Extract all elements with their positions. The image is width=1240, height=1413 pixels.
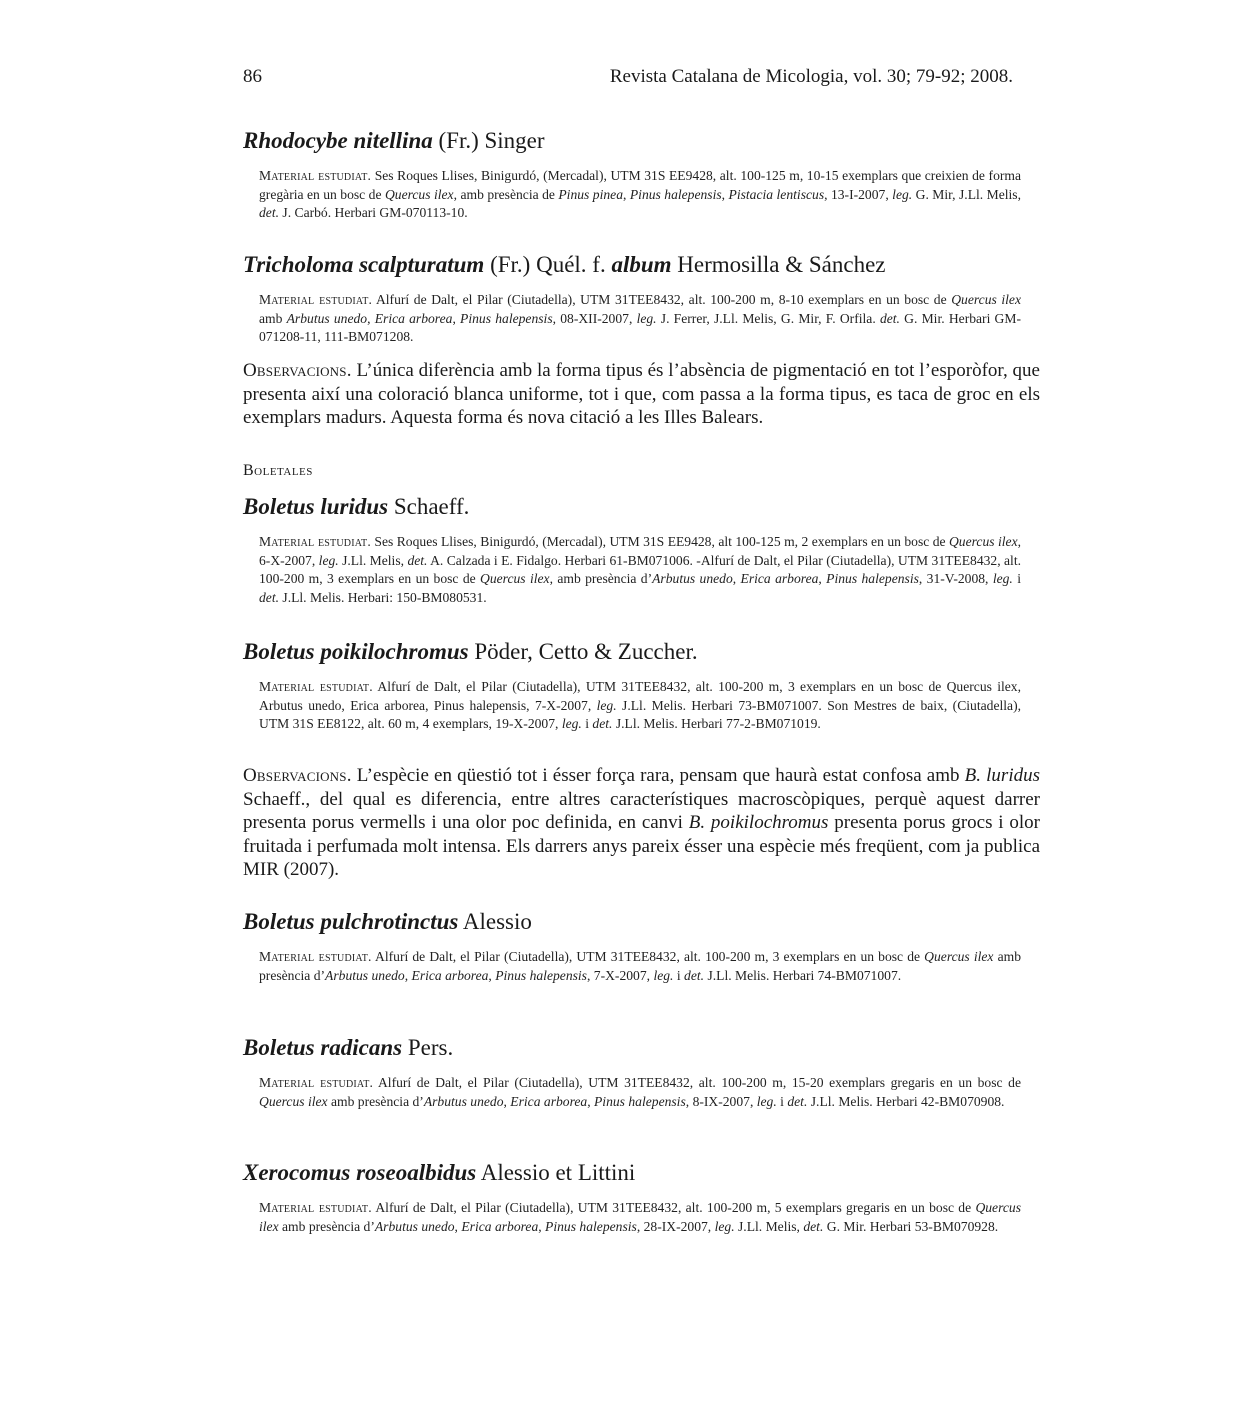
text-run: J.Ll. Melis. Herbari 74-BM071007.	[704, 967, 902, 983]
italic-run: leg.	[596, 697, 617, 713]
species-author: Pöder, Cetto & Zuccher.	[468, 639, 698, 664]
text-run: , amb presència d’	[549, 571, 653, 587]
text-run: , amb presència de	[453, 186, 559, 202]
italic-run: Erica arborea	[510, 1093, 588, 1109]
italic-run: leg.	[636, 310, 657, 326]
italic-run: Arbutus unedo	[286, 310, 368, 326]
text-run: i	[776, 1093, 788, 1109]
material-text	[259, 1200, 1021, 1234]
text-run: , 08-XII-2007,	[552, 310, 637, 326]
italic-run: det.	[879, 310, 900, 326]
text-run: Alfurí de Dalt, el Pilar (Ciutadella), UTM 31TEE8432, alt. 100-200 m, 5 exemplars gregaris en un bosc de	[371, 1200, 976, 1215]
text-run: J.Ll. Melis,	[734, 1218, 804, 1234]
species-title	[243, 639, 698, 665]
italic-run: Quercus ilex	[384, 186, 454, 202]
species-author: Schaeff.	[388, 494, 470, 519]
text-run: amb presència d’	[278, 1218, 375, 1234]
text-run: , 8-IX-2007,	[685, 1093, 757, 1109]
text-run: i	[1012, 571, 1021, 587]
text-run: ,	[818, 571, 827, 587]
species-title	[243, 128, 545, 154]
text-run: G. Mir. Herbari GM-071208-11, 111-BM071208.	[259, 310, 1021, 345]
material-text	[259, 534, 1021, 605]
species-name: Xerocomus roseoalbidus	[243, 1160, 477, 1185]
italic-run: det.	[684, 967, 705, 983]
species-author: (Fr.) Quél. f.	[484, 252, 612, 277]
text-run: Ses Roques Llises, Binigurdó, (Mercadal), UTM 31S EE9428, alt 100-125 m, 2 exemplars en un bosc de	[370, 534, 949, 549]
italic-run: B. luridus	[964, 765, 1041, 786]
text-run: ,	[538, 1218, 546, 1234]
italic-run: Quercus ilex	[924, 949, 994, 964]
text-run: ,	[452, 310, 461, 326]
text-run: ,	[404, 967, 412, 983]
italic-run: Quercus ilex	[951, 292, 1022, 307]
text-run: J. Carbó. Herbari GM-070113-10.	[279, 205, 468, 221]
species-name: Tricholoma scalpturatum	[243, 252, 485, 277]
species-name: Boletus radicans	[243, 1035, 403, 1060]
italic-run: Quercus ilex	[480, 571, 550, 587]
italic-run: leg.	[992, 571, 1013, 587]
text-run: J.Ll. Melis. Herbari 77-2-BM071019.	[612, 716, 821, 732]
italic-run: leg.	[318, 552, 339, 568]
text-run: J.Ll. Melis. Herbari 73-BM071007. Son Mestres de baix, (Ciutadella), UTM 31S EE8122, alt. 60 m, 4 exemplars, 19-X-2007,	[259, 697, 1021, 732]
material-label: Material estudiat.	[259, 534, 371, 549]
italic-run: det.	[407, 552, 428, 568]
species-name: Boletus poikilochromus	[243, 639, 469, 664]
text-run: , 7-X-2007,	[586, 967, 654, 983]
species-form-name: album	[611, 252, 672, 277]
text-run: ,	[721, 186, 729, 202]
italic-run: Pinus halepensis	[495, 967, 587, 983]
italic-run: Pinus halepensis	[594, 1093, 686, 1109]
material-label: Material estudiat.	[259, 1200, 372, 1215]
text-run: J.Ll. Melis. Herbari: 150-BM080531.	[279, 590, 487, 606]
material-text	[259, 679, 1021, 731]
observations-paragraph	[243, 359, 1040, 430]
italic-run: Pinus pinea	[558, 186, 623, 202]
italic-run: Pistacia lentiscus	[728, 186, 825, 202]
text-run: G. Mir. Herbari 53-BM070928.	[823, 1218, 999, 1234]
section-heading: Boletales	[243, 462, 313, 479]
material-text	[259, 292, 1021, 344]
journal-citation: Revista Catalana de Micologia, vol. 30; 79-92; 2008.	[609, 66, 1013, 87]
text-run: ,	[488, 967, 496, 983]
material-paragraph	[259, 533, 1021, 608]
material-paragraph	[259, 948, 1021, 985]
italic-run: Pinus halepensis	[545, 1218, 637, 1234]
italic-run: B. poikilochromus	[688, 812, 829, 833]
text-run: ,	[732, 571, 741, 587]
material-paragraph	[259, 167, 1021, 223]
material-text	[259, 1075, 1021, 1109]
text-run: A. Calzada i E. Fidalgo. Herbari 61-BM071006. -Alfurí de Dalt, el Pilar (Ciutadella), UTM 31TEE8432, alt. 100-200 m, 3 exemplars en un bosc de	[259, 552, 1022, 587]
species-author: (Fr.) Singer	[432, 128, 545, 153]
text-run: Alfurí de Dalt, el Pilar (Ciutadella), UTM 31TEE8432, alt. 100-200 m, 3 exemplars en un bosc de Quercus ilex, Arbutus unedo, Erica arborea, Pinus halepensis, 7-X-2007,	[259, 679, 1021, 713]
species-title	[243, 1160, 635, 1186]
italic-run: Pinus halepensis	[629, 186, 722, 202]
species-title	[243, 1035, 453, 1061]
text-run: , 13-I-2007,	[824, 186, 893, 202]
italic-run: leg.	[714, 1218, 735, 1234]
text-run: , 28-IX-2007,	[636, 1218, 715, 1234]
observations-text	[243, 765, 1040, 880]
italic-run: det.	[259, 205, 280, 221]
observations-label: Observacions.	[243, 765, 352, 786]
text-run: i	[581, 716, 593, 732]
italic-run: leg.	[892, 186, 913, 202]
text-run: Schaeff., del qual es diferencia, entre altres característiques macroscòpiques, perquè aquest darrer presenta porus vermells i una olor poc definida, en canvi	[243, 788, 1040, 833]
text-run: ,	[367, 310, 375, 326]
text-run: Ses Roques Llises, Binigurdó, (Mercadal), UTM 31S EE9428, alt. 100-125 m, 10-15 exemplars que creixien de forma gregària en un bosc de	[259, 168, 1021, 202]
text-run: , 31-V-2008,	[918, 571, 993, 587]
species-form-author: Hermosilla & Sánchez	[671, 252, 886, 277]
material-text	[259, 168, 1021, 220]
text-run: Alfurí de Dalt, el Pilar (Ciutadella), UTM 31TEE8432, alt. 100-200 m, 3 exemplars en un bosc de	[371, 949, 925, 964]
species-author: Pers.	[402, 1035, 454, 1060]
material-paragraph	[259, 291, 1021, 347]
text-run: J.Ll. Melis,	[338, 552, 408, 568]
italic-run: Arbutus unedo	[652, 571, 733, 587]
observations-paragraph	[243, 764, 1040, 882]
text-run: L’única diferència amb la forma tipus és l’absència de pigmentació en tot l’esporòfor, que presenta així una coloració blanca uniforme, tot i que, com passa a la forma tipus, es taca de groc en els exemplars madurs. Aquesta forma és nova citació a les Illes Balears.	[243, 360, 1040, 428]
italic-run: Quercus ilex	[259, 1200, 1021, 1234]
italic-run: Pinus halepensis	[460, 310, 553, 326]
text-run: ,	[587, 1093, 594, 1109]
italic-run: Arbutus unedo	[423, 1093, 504, 1109]
material-label: Material estudiat.	[259, 1075, 374, 1090]
text-run: Alfurí de Dalt, el Pilar (Ciutadella), UTM 31TEE8432, alt. 100-200 m, 15-20 exemplars gregaris en un bosc de	[373, 1075, 1021, 1090]
species-title	[243, 494, 469, 520]
observations-text	[243, 360, 1040, 428]
italic-run: leg.	[653, 967, 674, 983]
material-label: Material estudiat.	[259, 679, 373, 694]
material-paragraph	[259, 678, 1021, 734]
italic-run: Erica arborea	[461, 1218, 539, 1234]
italic-run: leg.	[756, 1093, 777, 1109]
species-title	[243, 909, 532, 935]
italic-run: det.	[259, 590, 280, 606]
text-run: L’espècie en qüestió tot i ésser força rara, pensam que haurà estat confosa amb	[351, 765, 965, 786]
species-name: Boletus luridus	[243, 494, 389, 519]
italic-run: Arbutus unedo	[325, 967, 405, 983]
species-title	[243, 252, 886, 278]
italic-run: Erica arborea	[374, 310, 453, 326]
material-text	[259, 949, 1021, 983]
text-run: ,	[623, 186, 630, 202]
italic-run: Quercus ilex	[259, 1093, 328, 1109]
species-author: Alessio et Littini	[476, 1160, 636, 1185]
italic-run: Erica arborea	[411, 967, 489, 983]
italic-run: Arbutus unedo	[374, 1218, 455, 1234]
material-paragraph	[259, 1074, 1021, 1111]
text-run: ,	[454, 1218, 462, 1234]
text-run: J. Ferrer, J.Ll. Melis, G. Mir, F. Orfila.	[656, 310, 880, 326]
material-label: Material estudiat.	[259, 292, 373, 307]
text-run: G. Mir, J.Ll. Melis,	[912, 186, 1021, 202]
text-run: amb presència d’	[259, 949, 1021, 983]
material-label: Material estudiat.	[259, 949, 372, 964]
italic-run: det.	[787, 1093, 808, 1109]
text-run: ,	[503, 1093, 511, 1109]
page-number: 86	[243, 66, 262, 87]
observations-label: Observacions.	[243, 360, 352, 381]
text-run: J.Ll. Melis. Herbari 42-BM070908.	[807, 1093, 1005, 1109]
text-run: i	[673, 967, 685, 983]
material-paragraph	[259, 1199, 1021, 1236]
text-run: amb presència d’	[327, 1093, 424, 1109]
text-run: amb	[259, 310, 287, 326]
italic-run: det.	[592, 716, 613, 732]
species-author: Alessio	[458, 909, 532, 934]
species-name: Boletus pulchrotinctus	[243, 909, 459, 934]
species-name: Rhodocybe nitellina	[243, 128, 433, 153]
italic-run: leg.	[561, 716, 582, 732]
text-run: Alfurí de Dalt, el Pilar (Ciutadella), UTM 31TEE8432, alt. 100-200 m, 8-10 exemplars en un bosc de	[372, 292, 952, 307]
material-label: Material estudiat.	[259, 168, 372, 183]
text-run: , 6-X-2007,	[259, 534, 1022, 568]
text-run: presenta porus grocs i olor fruitada i perfumada molt intensa. Els darrers anys pareix ésser una espècie més freqüent, com ja publica MIR (2007).	[243, 812, 1040, 880]
italic-run: Quercus ilex	[948, 534, 1018, 549]
italic-run: Erica arborea	[740, 571, 819, 587]
italic-run: Pinus halepensis	[826, 571, 919, 587]
italic-run: det.	[803, 1218, 824, 1234]
